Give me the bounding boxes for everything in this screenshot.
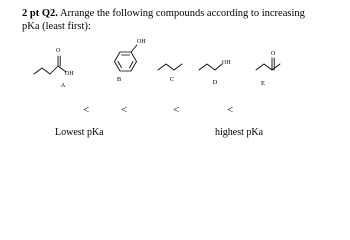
compound-b-hydroxyl-label: OH	[137, 39, 146, 45]
compound-e-oxygen-label: O	[271, 51, 276, 57]
compound-b-label: B	[116, 76, 122, 83]
compound-c-structure	[158, 64, 182, 70]
compound-a-label: A	[60, 82, 66, 89]
lowest-pka-label: Lowest pKa	[55, 127, 104, 138]
comparator-4: <	[227, 104, 234, 116]
comparator-1: <	[83, 104, 90, 116]
compound-d-hydroxyl-label: OH	[222, 60, 231, 66]
compound-d-structure	[199, 64, 222, 70]
compound-a-hydroxyl-label: OH	[65, 71, 74, 77]
compound-d-label: D	[212, 79, 218, 86]
compound-c-label: C	[169, 76, 175, 83]
question-points: 2 pt Q2.	[22, 8, 58, 19]
compound-a-structure	[34, 56, 66, 74]
compound-e-structure	[256, 58, 280, 70]
highest-pka-label: highest pKa	[215, 127, 264, 138]
compound-e-label: E	[261, 80, 265, 87]
compound-b-structure	[115, 45, 138, 71]
comparator-2: <	[121, 104, 128, 116]
compound-a-oxygen-label: O	[56, 48, 61, 54]
comparator-3: <	[173, 104, 180, 116]
question-prompt: Arrange the following compounds according to increasing pKa (least first):	[22, 8, 305, 32]
